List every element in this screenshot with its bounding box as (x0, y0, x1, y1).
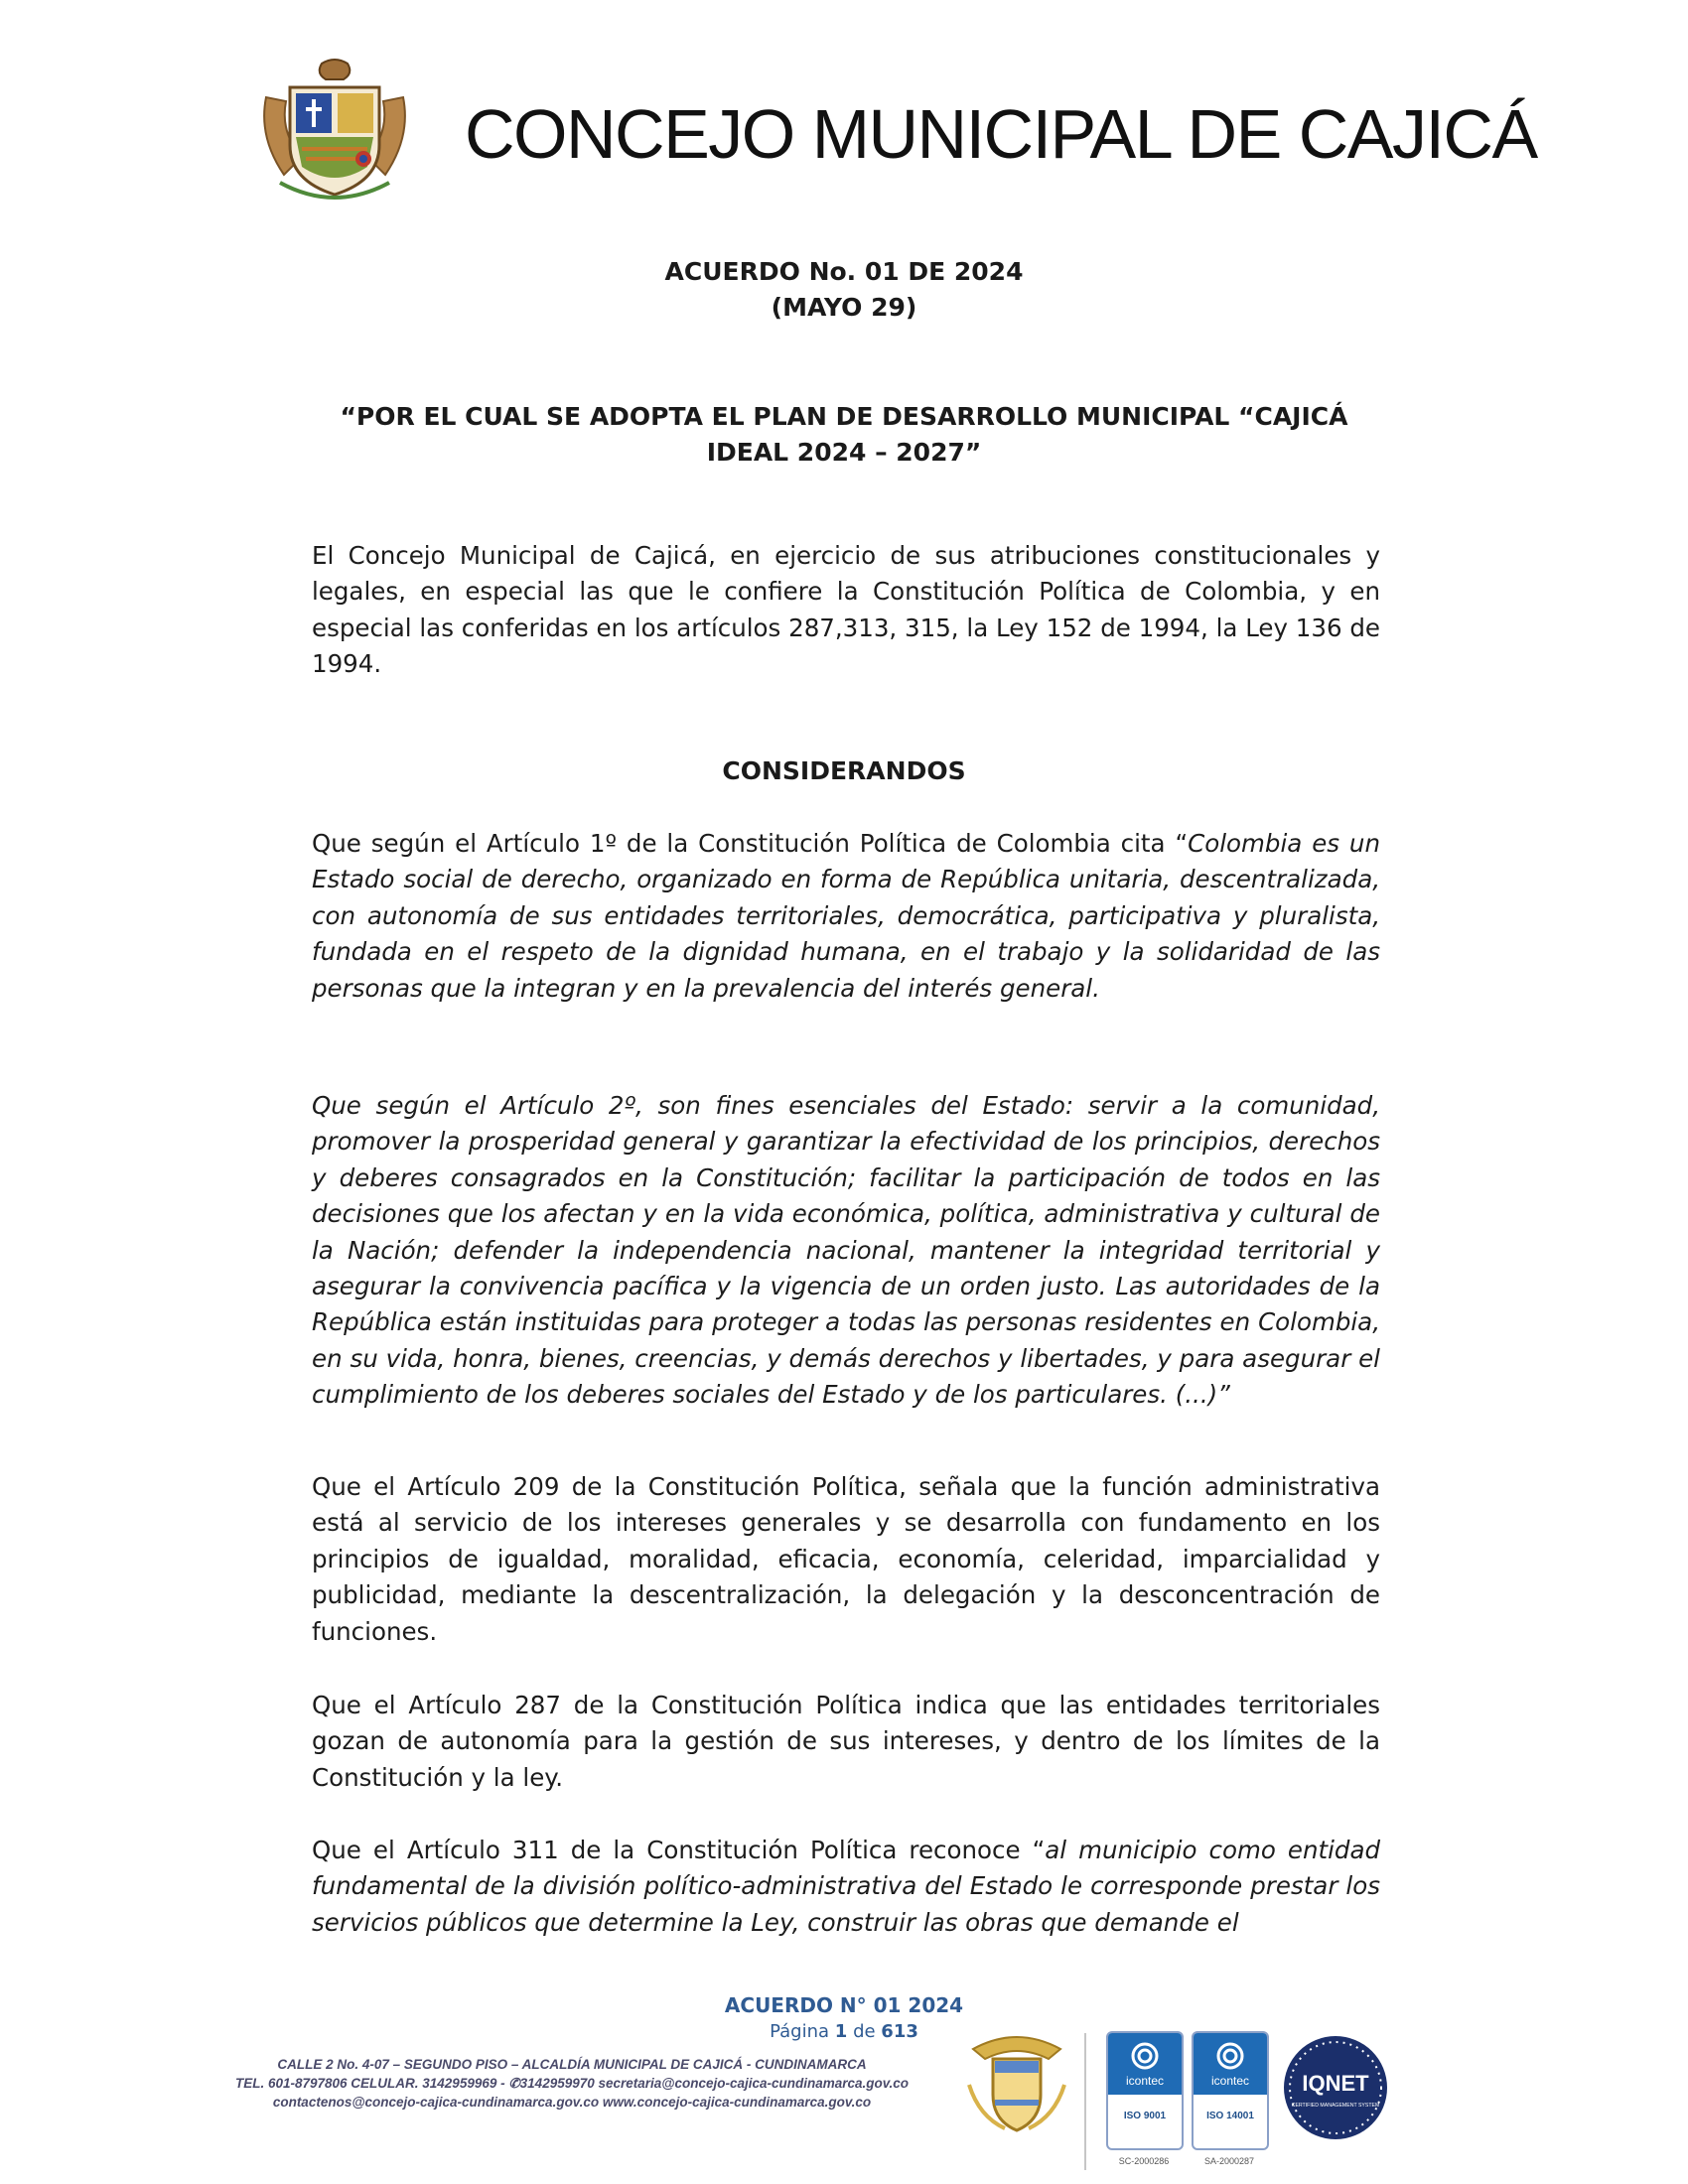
page-prefix: Página (770, 2021, 830, 2042)
icontec-icon (1130, 2041, 1160, 2071)
contact-block (195, 2055, 949, 2112)
council-name-heading: CONCEJO MUNICIPAL DE CAJICÁ (465, 95, 1537, 173)
paragraph-article-1 (312, 826, 1380, 1007)
contact-address: CALLE 2 No. 4-07 – SEGUNDO PISO – ALCALDÍA MUNICIPAL DE CAJICÁ - CUNDINAMARCA (277, 2057, 867, 2072)
iso-14001-label: ISO 14001 (1206, 2111, 1254, 2121)
paragraph-article-2 (312, 1088, 1380, 1414)
municipal-crest-logo (256, 58, 413, 208)
paragraph-article-209 (312, 1469, 1380, 1650)
article-1-quote: Colombia es un Estado social de derecho, organizado en forma de República unitaria, descentralizada, con autonomía de sus entidades territoriales, democrática, participativa y pluralista, fundada en el respeto de la dignidad humana, en el trabajo y la solidaridad de las personas que la integran y en la prevalencia del interés general. (312, 829, 1380, 1003)
colombia-coat-of-arms-logo (965, 2025, 1068, 2136)
intro-paragraph (312, 538, 1380, 683)
iqnet-name: IQNET (1302, 2071, 1369, 2096)
considerandos-heading: CONSIDERANDOS (722, 756, 966, 785)
article-209-text: Que el Artículo 209 de la Constitución Política, señala que la función administrativa está al servicio de los intereses generales y se desarrolla con fundamento en los principios de igualdad, moralidad, eficacia, economía, celeridad, imparcialidad y publicidad, mediante la descentralización, la delegación y la desconcentración de funciones. (312, 1472, 1380, 1646)
agreement-date: (MAYO 29) (771, 293, 917, 322)
article-1-lead: Que según el Artículo 1º de la Constitución Política de Colombia cita “ (312, 829, 1189, 858)
intro-text: El Concejo Municipal de Cajicá, en ejercicio de sus atribuciones constitucionales y legales, en especial las que le confiere la Constitución Política de Colombia, y en especial las conferidas en los artículos 287,313, 315, la Ley 152 de 1994, la Ley 136 de 1994. (312, 541, 1380, 679)
iqnet-subtitle: CERTIFIED MANAGEMENT SYSTEM (1291, 2103, 1380, 2109)
article-311-lead: Que el Artículo 311 de la Constitución Política reconoce “ (312, 1836, 1046, 1864)
icontec-brand-2: icontec (1210, 2074, 1250, 2088)
paragraph-article-287 (312, 1688, 1380, 1796)
footer-agreement-reference: ACUERDO N° 01 2024 (724, 1993, 964, 2017)
page-of: de (853, 2021, 876, 2042)
cert-code-2: SA-2000287 (1203, 2156, 1255, 2166)
contact-web: contactenos@concejo-cajica-cundinamarca.gov.co www.concejo-cajica-cundinamarca.gov.co (272, 2095, 872, 2110)
article-287-text: Que el Artículo 287 de la Constitución Política indica que las entidades territoriales gozan de autonomía para la gestión de sus intereses, y dentro de los límites de la Constitución y la ley. (312, 1691, 1380, 1792)
contact-phones: TEL. 601-8797806 CELULAR. 3142959969 - ✆3142959970 secretaria@concejo-cajica-cundinamarca.gov.co (234, 2076, 910, 2091)
icontec-iso14001-badge (1192, 2031, 1269, 2150)
icontec-brand-1: icontec (1125, 2074, 1165, 2088)
page-indicator (695, 2021, 993, 2042)
icontec-icon (1215, 2041, 1245, 2071)
article-311-quote: al municipio como entidad fundamental de la división político-administrativa del Estado le corresponde prestar los servicios públicos que determine la Ley, construir las obras que demande el (312, 1836, 1381, 1937)
footer-divider (1084, 2033, 1086, 2170)
page-total: 613 (881, 2021, 918, 2042)
document-title: “POR EL CUAL SE ADOPTA EL PLAN DE DESARROLLO MUNICIPAL “CAJICÁ IDEAL 2024 – 2027” (340, 402, 1348, 467)
iso-9001-label: ISO 9001 (1123, 2111, 1167, 2121)
article-2-text: Que según el Artículo 2º, son fines esenciales del Estado: servir a la comunidad, promover la prosperidad general y garantizar la efectividad de los principios, derechos y deberes consagrados en la Constitución; facilitar la participación de todos en las decisiones que los afectan y en la vida económica, política, administrativa y cultural de la Nación; defender la independencia nacional, mantener la integridad territorial y asegurar la convivencia pacífica y la vigencia de un orden justo. Las autoridades de la República están instituidas para proteger a todas las personas residentes en Colombia, en su vida, honra, bienes, creencias, y demás derechos y libertades, y para asegurar el cumplimiento de los deberes sociales del Estado y de los particulares. (...)” (312, 1091, 1380, 1410)
paragraph-article-311 (312, 1833, 1380, 1941)
agreement-number: ACUERDO No. 01 DE 2024 (664, 257, 1024, 286)
cert-code-1: SC-2000286 (1118, 2156, 1170, 2166)
agreement-number-block (0, 254, 1688, 326)
icontec-iso9001-badge (1106, 2031, 1184, 2150)
iqnet-certification-logo (1281, 2033, 1390, 2142)
page-current: 1 (834, 2021, 848, 2042)
